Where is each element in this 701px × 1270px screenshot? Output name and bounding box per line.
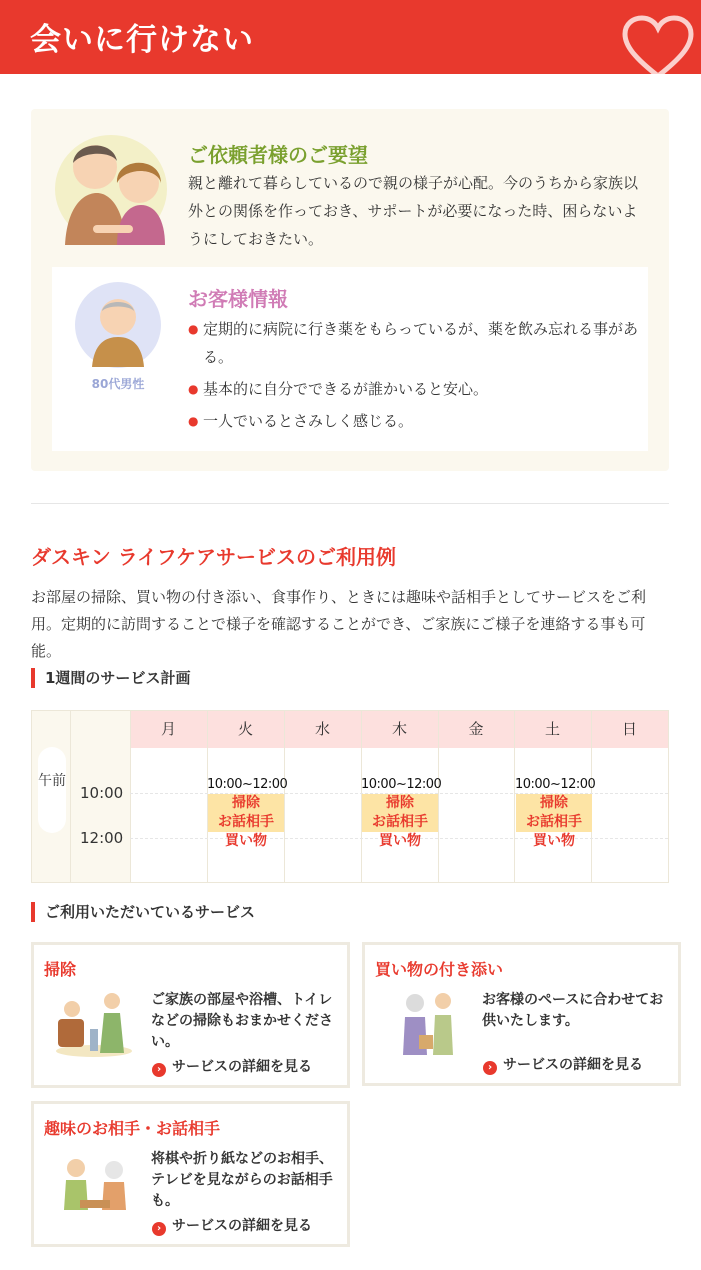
day-fri: 金: [468, 720, 484, 738]
list-item: ● 一人でいるとさみしく感じる。: [188, 407, 638, 435]
arrow-right-icon: ›: [152, 1222, 166, 1236]
companion-illustration: [54, 1148, 134, 1218]
schedule-time-column: [32, 711, 130, 882]
grid-line: [70, 711, 71, 882]
request-section: [31, 109, 669, 471]
service-detail-link[interactable]: › サービスの詳細を見る: [152, 1056, 312, 1077]
card-text: ご家族の部屋や浴槽、トイレなどの掃除もおまかせください。: [151, 992, 333, 1050]
arrow-right-icon: ›: [483, 1061, 497, 1075]
customer-info: [52, 267, 648, 451]
ampm-label: 午前: [38, 747, 66, 833]
arrow-right-icon: ›: [152, 1063, 166, 1077]
schedule-slot-thu: 10:00~12:00 掃除 お話相手 買い物: [361, 777, 442, 849]
card-text: お客様のペースに合わせてお供いたします。: [482, 992, 664, 1029]
time-label: 12:00: [80, 829, 124, 847]
schedule-heading: 1週間のサービス計画: [31, 668, 190, 688]
usage-text: お部屋の掃除、買い物の付き添い、食事作り、ときには趣味や話相手としてサービスをご利用。定期的に訪問することで様子を確認することができ、ご家族にご様子を連絡する事も可能。: [31, 588, 647, 660]
service-card-cleaning: [31, 942, 350, 1088]
schedule-slot-tue: 10:00~12:00 掃除 お話相手 買い物: [207, 777, 288, 849]
weekly-schedule: [31, 710, 669, 883]
section-divider: [31, 503, 669, 504]
service-detail-link[interactable]: › サービスの詳細を見る: [483, 1054, 643, 1075]
time-label: 10:00: [80, 784, 124, 802]
day-tue: 火: [237, 720, 253, 738]
customer-title: お客様情報: [188, 287, 288, 311]
card-title: 買い物の付き添い: [375, 960, 504, 979]
services-heading: ご利用いただいているサービス: [31, 902, 255, 922]
heart-icon: [621, 14, 695, 74]
page-header: [0, 0, 701, 74]
list-item: ● 基本的に自分でできるが誰かいると安心。: [188, 375, 638, 403]
service-detail-link[interactable]: › サービスの詳細を見る: [152, 1215, 312, 1236]
cleaning-illustration: [54, 989, 134, 1059]
page-title: 会いに行けない: [30, 22, 254, 58]
day-thu: 木: [391, 720, 407, 738]
card-text: 将棋や折り紙などのお相手、テレビを見ながらのお話相手も。: [151, 1151, 333, 1209]
bullet-icon: ●: [188, 382, 199, 396]
bullet-icon: ●: [188, 414, 199, 428]
service-card-shopping: [362, 942, 681, 1086]
customer-list: [188, 315, 638, 439]
grid-line: [130, 711, 131, 882]
bullet-icon: ●: [188, 322, 199, 336]
day-sat: 土: [544, 720, 560, 738]
day-wed: 水: [314, 720, 330, 738]
usage-title: ダスキン ライフケアサービスのご利用例: [31, 545, 396, 569]
day-sun: 日: [621, 720, 637, 738]
schedule-slot-sat: 10:00~12:00 掃除 お話相手 買い物: [515, 777, 596, 849]
request-title: ご依頼者様のご要望: [188, 143, 368, 167]
elderly-man-illustration: [74, 281, 162, 369]
day-header-row: [130, 711, 668, 748]
card-title: 趣味のお相手・お話相手: [44, 1119, 221, 1138]
service-card-companion: [31, 1101, 350, 1247]
shopping-illustration: [385, 989, 465, 1059]
couple-illustration: [53, 127, 171, 247]
card-title: 掃除: [44, 960, 77, 979]
day-mon: 月: [160, 720, 176, 738]
request-text: 親と離れて暮らしているので親の様子が心配。今のうちから家族以外との関係を作っておき、サポートが必要になった時、困らないようにしておきたい。: [188, 174, 639, 248]
customer-age-label: 80代男性: [91, 377, 145, 391]
list-item: ● 定期的に病院に行き薬をもらっているが、薬を飲み忘れる事がある。: [188, 315, 638, 371]
